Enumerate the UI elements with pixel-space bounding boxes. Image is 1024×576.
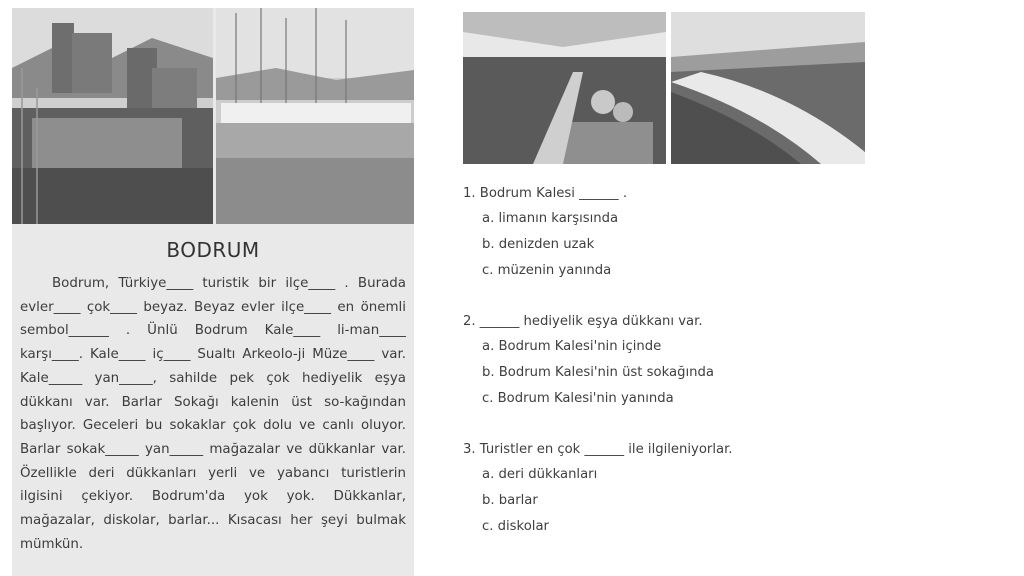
passage-paragraph: Bodrum, Türkiye____ turistik bir ilçe____ . Burada evler____ çok____ beyaz. Beyaz evler ilçe____ en önemli sembol______ . Ünlü Bodrum Kale____ li-man____ karşı____. Kale____ iç____ Sualtı Arkeolo-ji Müze____ var. Kale_____ yan_____, sahilde pek çok hediyelik eşya dükkanı var. Barlar Sokağı kalenin üst so-kağından başlıyor. Geceleri bu sokaklar çok dolu ve canlı oluyor. Barlar sokak_____ yan_____ mağazalar ve dükkanlar var. Özellikle deri dükkanları yerli ve yabancı turistlerin ilgisini çekiyor. Bodrum'da yok yok. Dükkanlar, mağazalar, diskolar, barlar... Kısacası her şeyi bulmak mümkün. xyxy=(20,276,406,552)
question-1-option-b[interactable]: b. denizden uzak xyxy=(482,237,595,252)
question-1-option-c[interactable]: c. müzenin yanında xyxy=(482,263,612,278)
question-1-option-a[interactable]: a. limanın karşısında xyxy=(482,211,619,226)
marina-photo xyxy=(216,8,414,224)
passage-body xyxy=(20,272,406,556)
question-1-stem: 1. Bodrum Kalesi ______ . xyxy=(463,186,628,201)
reading-passage-panel xyxy=(12,8,414,576)
question-3-stem: 3. Turistler en çok ______ ile ilgileniyorlar. xyxy=(463,442,733,457)
question-3-option-b[interactable]: b. barlar xyxy=(482,493,538,508)
question-2-option-c[interactable]: c. Bodrum Kalesi'nin yanında xyxy=(482,391,674,406)
question-2-option-b[interactable]: b. Bodrum Kalesi'nin üst sokağında xyxy=(482,365,714,380)
question-2 xyxy=(463,309,883,412)
beach-photo xyxy=(671,12,865,164)
question-1 xyxy=(463,181,883,284)
passage-title: BODRUM xyxy=(166,238,260,262)
question-3-option-a[interactable]: a. deri dükkanları xyxy=(482,467,598,482)
castle-photo xyxy=(12,8,213,224)
cafe-street-photo xyxy=(463,12,666,164)
question-2-stem: 2. ______ hediyelik eşya dükkanı var. xyxy=(463,314,703,329)
question-3-option-c[interactable]: c. diskolar xyxy=(482,519,549,534)
question-3 xyxy=(463,437,883,540)
question-2-option-a[interactable]: a. Bodrum Kalesi'nin içinde xyxy=(482,339,662,354)
